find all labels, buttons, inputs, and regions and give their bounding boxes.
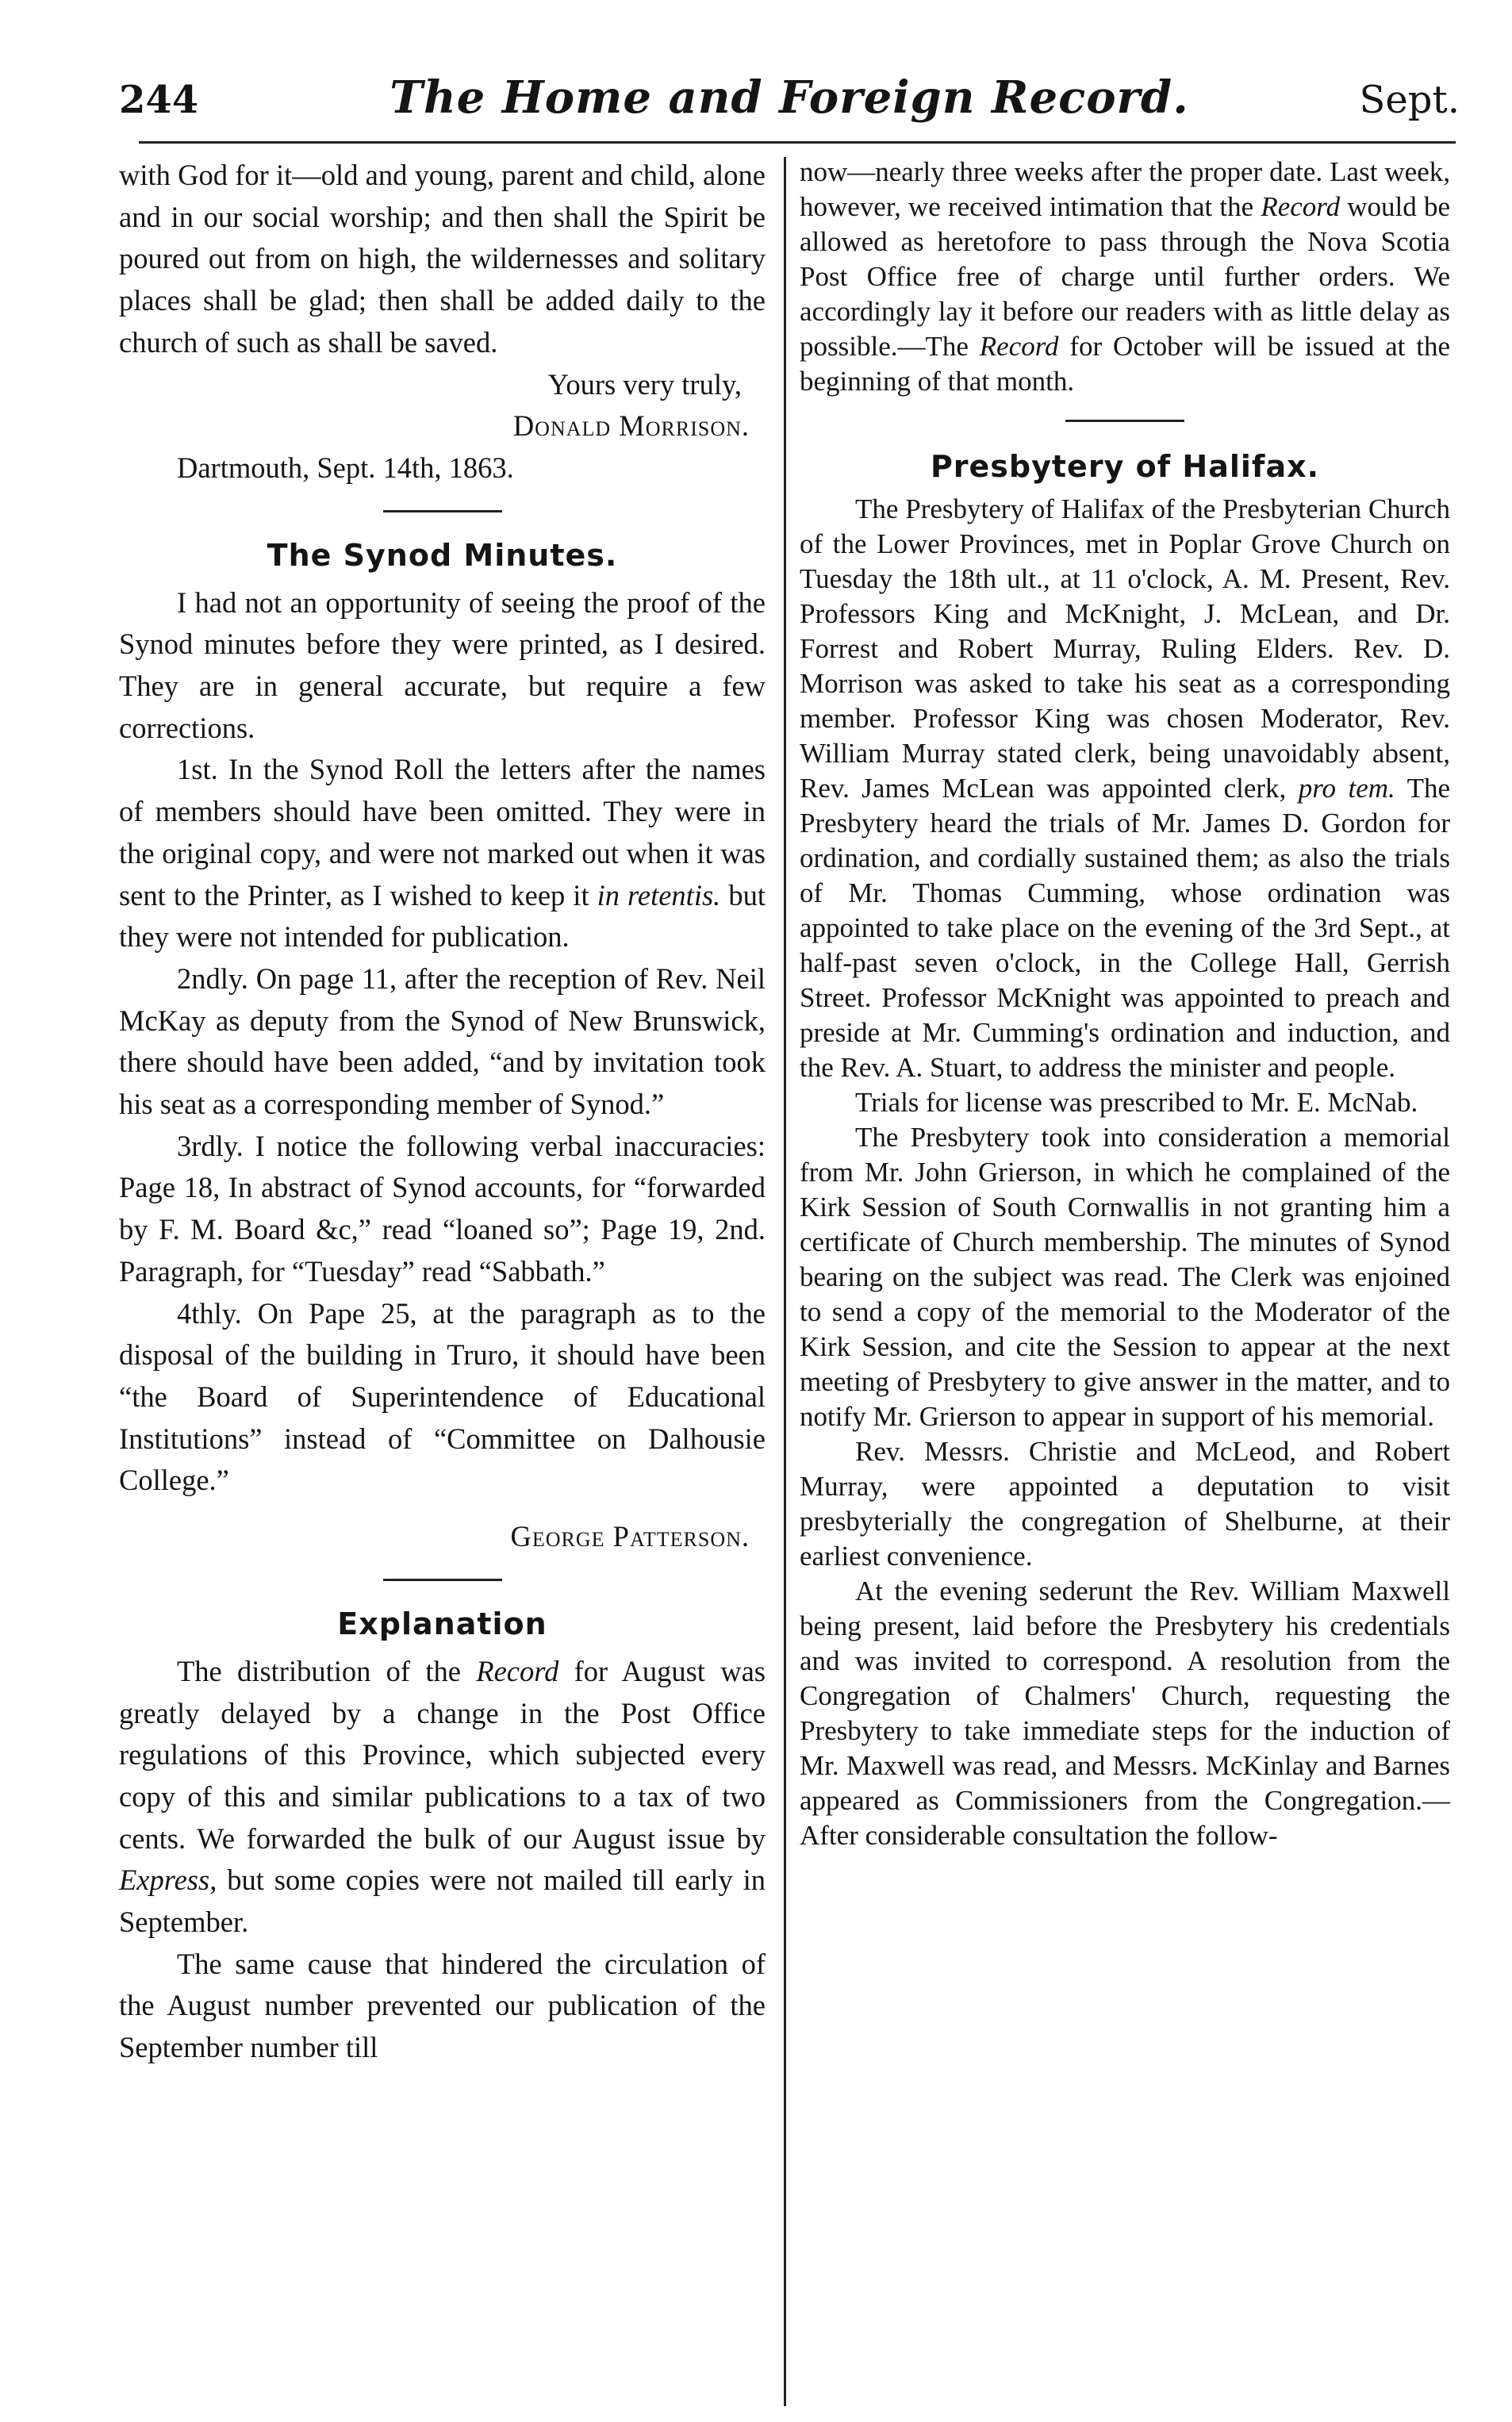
continuation-b: would be allowed as heretofore to pass through the Nova Scotia Post Office free of charge until further orders. We accordingly lay it before our readers with as little delay as possible.—The	[800, 191, 1450, 362]
continuation-c: for October will be issued at the beginning of that month.	[800, 331, 1451, 397]
explanation-p1-record: Record	[476, 1654, 559, 1687]
presbytery-paragraph-1	[800, 492, 1450, 1085]
presbytery-p1-protem: pro tem.	[1298, 773, 1395, 804]
explanation-p1-c: but some copies were not mailed till early in September.	[119, 1864, 766, 1939]
intro-paragraph: with God for it—old and young, parent and child, alone and in our social worship; and then shall the Spirit be poured out from on high, the wildernesses and solitary places shall be glad; then shall be added daily to the church of such as shall be saved.	[119, 159, 766, 359]
synod-paragraph-3: 2ndly. On page 11, after the reception of Rev. Neil McKay as deputy from the Synod of New Brunswick, there should have been added, “and by invitation took his seat as a corresponding member of Synod.”	[119, 962, 766, 1121]
page-header	[119, 71, 1460, 135]
explanation-heading: Explanation	[337, 1606, 547, 1641]
synod-signature: George Patterson.	[510, 1520, 750, 1553]
explanation-p1-a: The distribution of the	[177, 1654, 477, 1687]
page-number: 244	[119, 78, 199, 122]
continuation-record: Record	[1261, 191, 1341, 222]
presbytery-heading: Presbytery of Halifax.	[930, 449, 1320, 484]
letter-dateline: Dartmouth, Sept. 14th, 1863.	[177, 451, 514, 484]
header-rule	[139, 141, 1456, 144]
page-month: Sept.	[1359, 78, 1460, 122]
left-column	[119, 155, 766, 2069]
synod-paragraph-4: 3rdly. I notice the following verbal inaccuracies: Page 18, In abstract of Synod accounts, for “forwarded by F. M. Board &c,” read “loaned so”; Page 19, 2nd. Paragraph, for “Tuesday” read “Sabbath.”	[119, 1129, 766, 1288]
synod-paragraph-2	[119, 749, 766, 958]
presbytery-paragraph-2: Trials for license was prescribed to Mr. E. McNab.	[855, 1087, 1418, 1118]
explanation-paragraph-2: The same cause that hindered the circulation of the August number prevented our publication of the September number till	[119, 1947, 766, 2064]
continuation-a: now—nearly three weeks after the proper date. Last week, however, we received intimation that the	[800, 156, 1450, 222]
synod-minutes-heading: The Synod Minutes.	[267, 537, 618, 573]
explanation-p1-express: Express,	[119, 1864, 217, 1897]
synod-p2-text-a: 1st. In the Synod Roll the letters after the names of members should have been omitted. They were in the original copy, and were not marked out when it was sent to the Printer, as I wished to keep it	[119, 753, 766, 912]
letter-signature: Donald Morrison.	[512, 409, 750, 443]
presbytery-paragraph-5: At the evening sederunt the Rev. William Maxwell being present, laid before the Presbytery his credentials and was invited to correspond. A resolution from the Congregation of Chalmers' Church, requesting the Presbytery to take immediate steps for the induction of Mr. Maxwell was read, and Messrs. McKinlay and Barnes appeared as Commissioners from the Congregation.—After considerable consultation the follow-	[800, 1576, 1450, 1851]
presbytery-p1-b: The Presbytery heard the trials of Mr. James D. Gordon for ordination, and cordially sustained them; as also the trials of Mr. Thomas Cumming, whose ordination was appointed to take place on the evening of the 3rd Sept., at half-past seven o'clock, in the College Hall, Gerrish Street. Professor McKnight was appointed to preach and preside at Mr. Cumming's ordination and induction, and the Rev. A. Stuart, to address the minister and people.	[800, 773, 1450, 1083]
synod-p2-text-b: but they were not intended for publication.	[119, 878, 766, 954]
presbytery-paragraph-3: The Presbytery took into consideration a memorial from Mr. John Grierson, in which he complained of the Kirk Session of South Cornwallis in not granting him a certificate of Church membership. The minutes of Synod bearing on the subject was read. The Clerk was enjoined to send a copy of the memorial to the Moderator of the Kirk Session, and cite the Session to appear at the next meeting of Presbytery to give answer in the matter, and to notify Mr. Grierson to appear in support of his memorial.	[800, 1122, 1450, 1432]
journal-title: The Home and Foreign Record.	[390, 71, 1189, 124]
column-divider	[784, 157, 786, 2406]
presbytery-p1-a: The Presbytery of Halifax of the Presbyterian Church of the Lower Provinces, met in Poplar Grove Church on Tuesday the 18th ult., at 11 o'clock, A. M. Present, Rev. Professors King and McKnight, J. McLean, and Dr. Forrest and Robert Murray, Ruling Elders. Rev. D. Morrison was asked to take his seat as a corresponding member. Professor King was chosen Moderator, Rev. William Murray stated clerk, being unavoidably absent, Rev. James McLean was appointed clerk,	[800, 493, 1450, 804]
continuation-record-2: Record	[979, 331, 1059, 362]
presbytery-paragraph-4: Rev. Messrs. Christie and McLeod, and Robert Murray, were appointed a deputation to visit presbyterially the congregation of Shelburne, at their earliest convenience.	[800, 1436, 1450, 1572]
section-divider	[383, 510, 502, 512]
synod-paragraph-5: 4thly. On Pape 25, at the paragraph as to the disposal of the building in Truro, it should have been “the Board of Superintendence of Educational Institutions” instead of “Committee on Dalhousie College.”	[119, 1296, 766, 1497]
section-divider	[383, 1579, 502, 1581]
explanation-continuation	[800, 155, 1450, 399]
explanation-p1-b: for August was greatly delayed by a change in the Post Office regulations of this Province, which subjected every copy of this and similar publications to a tax of two cents. We forwarded the bulk of our August issue by	[119, 1654, 766, 1855]
explanation-paragraph-1	[119, 1651, 766, 1944]
synod-p2-italic: in retentis.	[597, 878, 721, 912]
letter-closing: Yours very truly,	[547, 367, 742, 401]
right-column	[800, 155, 1450, 1853]
synod-paragraph-1: I had not an opportunity of seeing the proof of the Synod minutes before they were printed, as I desired. They are in general accurate, but require a few corrections.	[119, 585, 766, 744]
section-divider	[1065, 420, 1184, 422]
